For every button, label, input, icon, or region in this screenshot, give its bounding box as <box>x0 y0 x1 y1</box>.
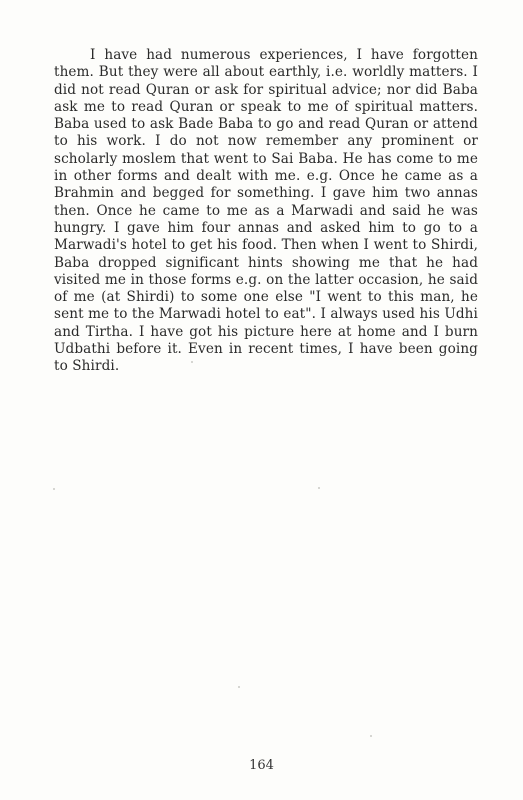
text-block <box>54 47 478 376</box>
scan-speck <box>370 735 372 737</box>
scan-speck <box>238 686 240 688</box>
page-number: 164 <box>249 758 274 773</box>
scan-speck <box>53 488 55 490</box>
scan-speck <box>318 487 320 489</box>
body-paragraph: I have had numerous experiences, I have forgotten them. But they were all about earthly, i.e. worldly matters. I did not read Quran or ask for spiritual advice; nor did Baba ask me to read Quran or speak to me of spiritual matters. Baba used to ask Bade Baba to go and read Quran or attend to his work. I do not now remember any prominent or scholarly moslem that went to Sai Baba. He has come to me in other forms and dealt with me. e.g. Once he came as a Brahmin and begged for something. I gave him two annas then. Once he came to me as a Marwadi and said he was hungry. I gave him four annas and asked him to go to a Marwadi's hotel to get his food. Then when I went to Shirdi, Baba dropped significant hints showing me that he had visited me in those forms e.g. on the latter occasion, he said of me (at Shirdi) to some one else "I went to this man, he sent me to the Marwadi hotel to eat". I always used his Udhi and Tirtha. I have got his picture here at home and I burn Udbathi before it. Even in recent times, I have been going to Shirdi. <box>54 47 478 375</box>
scan-speck <box>191 361 193 363</box>
